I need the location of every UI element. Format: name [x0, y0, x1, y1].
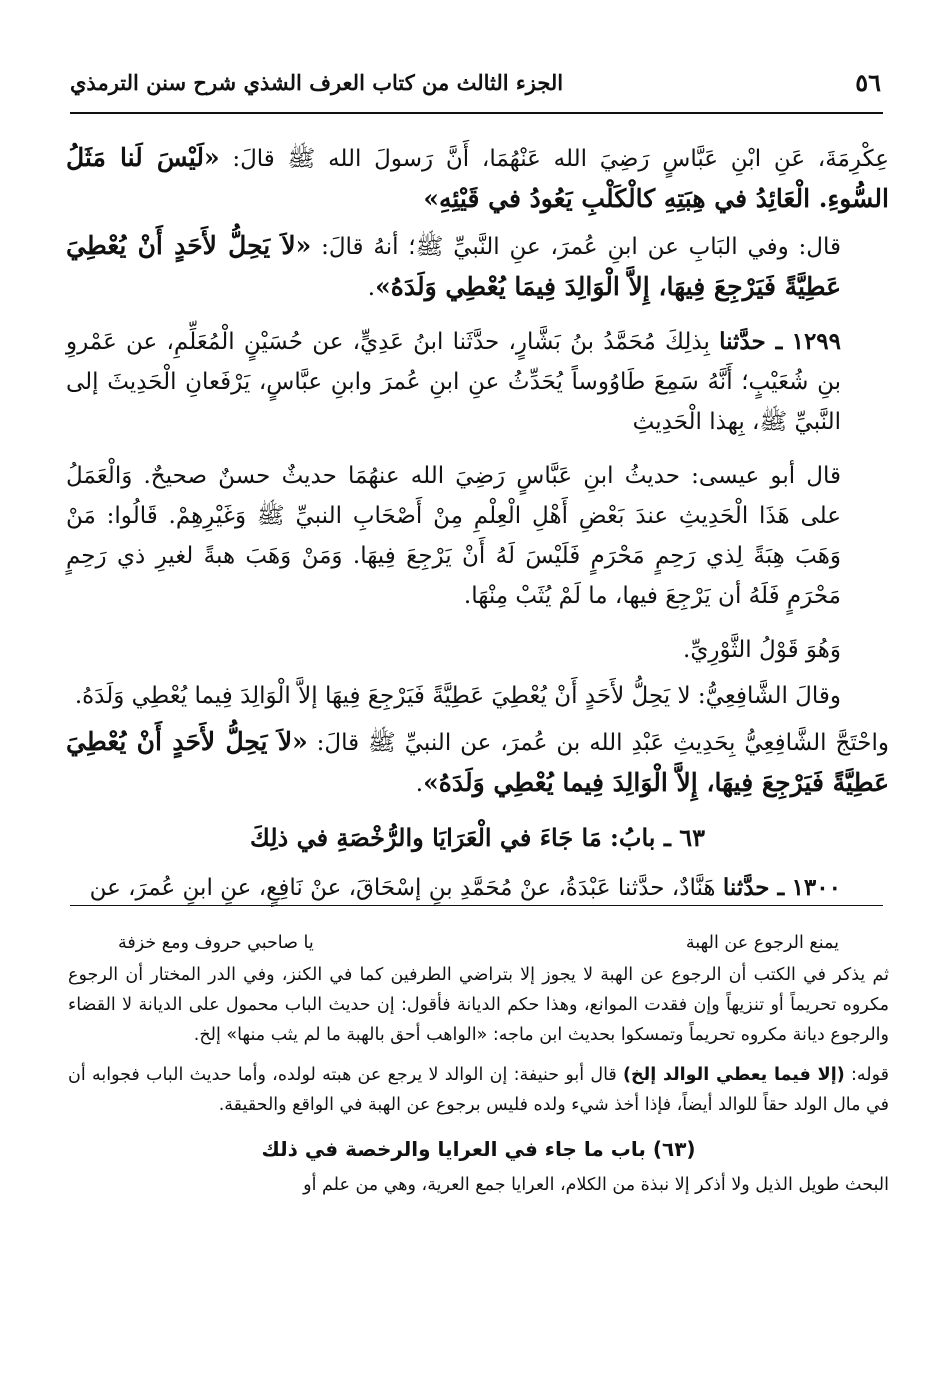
- commentary-chapter-title: (٦٣) باب ما جاء في العرايا والرخصة في ذلك: [261, 1137, 696, 1161]
- abu-isa-paragraph: [66, 456, 889, 616]
- haddathana-label-1299: ـ حدَّثنا: [719, 328, 783, 355]
- shafii-proof-end: .: [415, 771, 424, 797]
- haddathana-label-1300: ـ حدَّثنا: [722, 874, 785, 901]
- poetry-verse: [68, 928, 889, 958]
- paragraph-2-end: .: [367, 275, 376, 301]
- chapter-title: ٦٣ ـ بابُ: مَا جَاءَ في الْعَرَايَا والرُّخْصَةِ في ذلِكَ: [249, 823, 706, 852]
- commentary: [68, 928, 889, 1210]
- thawri-text: وَهُوَ قَوْلُ الثَّوْرِيِّ.: [683, 637, 841, 663]
- hadith-1299: [66, 322, 889, 442]
- commentary-2-lemma: (إلا فيما يعطي الوالد إلخ): [623, 1065, 845, 1085]
- main-text: [66, 138, 889, 922]
- hadith-number-1299: ١٢٩٩: [791, 328, 842, 355]
- paragraph-2-text: قال: وفي البَابِ عن ابنِ عُمرَ، عنِ النَّبيِّ ﷺ؛ أنهُ قالَ:: [311, 234, 842, 260]
- running-header: [70, 68, 881, 97]
- commentary-paragraph-1: ثم يذكر في الكتب أن الرجوع عن الهبة لا يجوز إلا بتراضي الطرفين كما في الكنز، وفي الدر المختار أن الرجوع مكروه تحريماً أو تنزيهاً وإن فقدت الموانع، وهذا حكم الديانة فأقول: إن حديث الباب محمول على الديانة لا القضاء والرجوع ديانة مكروه تحريماً وتمسكوا بحديث ابن ماجه: «الواهب أحق بالهبة ما لم يثب منها» إلخ.: [68, 965, 889, 1045]
- running-title: الجزء الثالث من كتاب العرف الشذي شرح سنن الترمذي: [70, 70, 564, 95]
- commentary-paragraph-2: [68, 1060, 889, 1120]
- hadith-quote-3: «لاَ يَحِلُّ لأَحَدٍ أَنْ يُعْطِيَ عَطِيَّةً فَيَرْجِعَ فِيهَا، إِلاَّ الْوَالِدَ فِيما يُعْطِي وَلَدَهُ»: [66, 727, 889, 797]
- commentary-2-prefix: قوله:: [844, 1065, 889, 1085]
- abu-isa-text: قال أبو عيسى: حديثُ ابنِ عَبَّاسٍ رَضِيَ الله عنهُمَا حديثٌ حسنٌ صحيحٌ. وَالْعَمَلُ على هَذَا الْحَدِيثِ عندَ بَعْضِ أَهْلِ الْعِلْمِ مِنْ أَصْحَابِ النبيِّ ﷺ وَغَيْرِهِمْ. قَالُوا: مَنْ وَهَبَ هِبَةً لِذي رَحِمٍ مَحْرَمٍ فَلَيْسَ لَهُ أَنْ يَرْجِعَ فِيهَا. وَمَنْ وَهَبَ هبةً لغيرِ ذي رَحِمٍ مَحْرَمٍ فَلَهُ أن يَرْجِعَ فيها، ما لَمْ يُثَبْ مِنْهَا.: [66, 463, 841, 609]
- header-rule: [70, 112, 883, 114]
- paragraph-1-text: عِكْرِمَةَ، عَنِ ابْنِ عَبَّاسٍ رَضِيَ الله عَنْهُمَا، أَنَّ رَسولَ الله ﷺ قالَ:: [219, 146, 889, 172]
- hadith-1299-text: بِذلِكَ مُحَمَّدُ بنُ بَشَّارٍ، حدَّثَنا ابنُ عَدِيٍّ، عن حُسَيْنٍ الْمُعَلِّمِ، عن عَمْروِ بنِ شُعَيْبٍ؛ أَنَّهُ سَمِعَ طَاوُوساً يُحَدِّثُ عنِ ابنِ عُمرَ وابنِ عبَّاسٍ، يَرْفَعانِ الْحَدِيثَ إلى النَّبيِّ ﷺ، بِهذا الْحَدِيثِ: [66, 329, 841, 435]
- hadith-number-1300: ١٣٠٠: [791, 874, 841, 901]
- shafii-paragraph: [66, 676, 889, 716]
- hadith-quote-2: «لاَ يَحِلُّ لأَحَدٍ أَنْ يُعْطِيَ عَطِيَّةً فَيَرْجِعَ فِيهَا، إِلاَّ الْوَالِدَ فِيمَا يُعْطِي وَلَدَهُ»: [66, 231, 841, 301]
- paragraph-1: [66, 138, 889, 220]
- commentary-separator: [70, 905, 883, 906]
- thawri-paragraph: [66, 630, 889, 670]
- paragraph-2: [66, 226, 889, 308]
- verse-hemistich-left: يا صاحبي حروف ومع خزفة: [118, 933, 314, 953]
- shafii-proof-text: واحْتَجَّ الشَّافِعِيُّ بِحَدِيثِ عَبْدِ الله بن عُمرَ، عن النبيِّ ﷺ قالَ:: [307, 730, 890, 756]
- commentary-paragraph-3: البحث طويل الذيل ولا أذكر إلا نبذة من الكلام، العرايا جمع العرية، وهي من علم أو: [303, 1175, 889, 1195]
- shafii-proof-paragraph: [66, 722, 889, 804]
- page-number: ٥٦: [855, 68, 881, 97]
- commentary-2-text: قال أبو حنيفة: إن الوالد لا يرجع عن هبته لولده، وأما حديث الباب فجوابه أن في مال الولد حقاً للوالد أيضاً، فإذا أخذ شيء ولده فليس برجوع عن الهبة في الواقع والحقيقة.: [68, 1065, 889, 1115]
- hadith-1300-text: هَنَّادٌ، حدَّثنا عَبْدَةُ، عنْ مُحَمَّدِ بنِ إسْحَاقَ، عنْ نَافِعٍ، عنِ ابنِ عُمرَ، عن: [89, 875, 723, 901]
- hadith-1300: [66, 868, 889, 908]
- hadith-quote-1: «لَيْسَ لَنا مَثَلُ السُّوءِ. الْعَائِدُ في هِبَتِهِ كالْكَلْبِ يَعُودُ في قَيْئِهِ»: [66, 143, 889, 213]
- shafii-text: وقالَ الشَّافِعِيُّ: لا يَحِلُّ لأَحَدٍ أَنْ يُعْطِيَ عَطِيَّةً فَيَرْجِعَ فِيهَا إلاَّ الْوَالِدَ فِيما يُعْطِي وَلَدَهُ.: [74, 683, 841, 709]
- verse-hemistich-right: يمنع الرجوع عن الهبة: [685, 933, 839, 953]
